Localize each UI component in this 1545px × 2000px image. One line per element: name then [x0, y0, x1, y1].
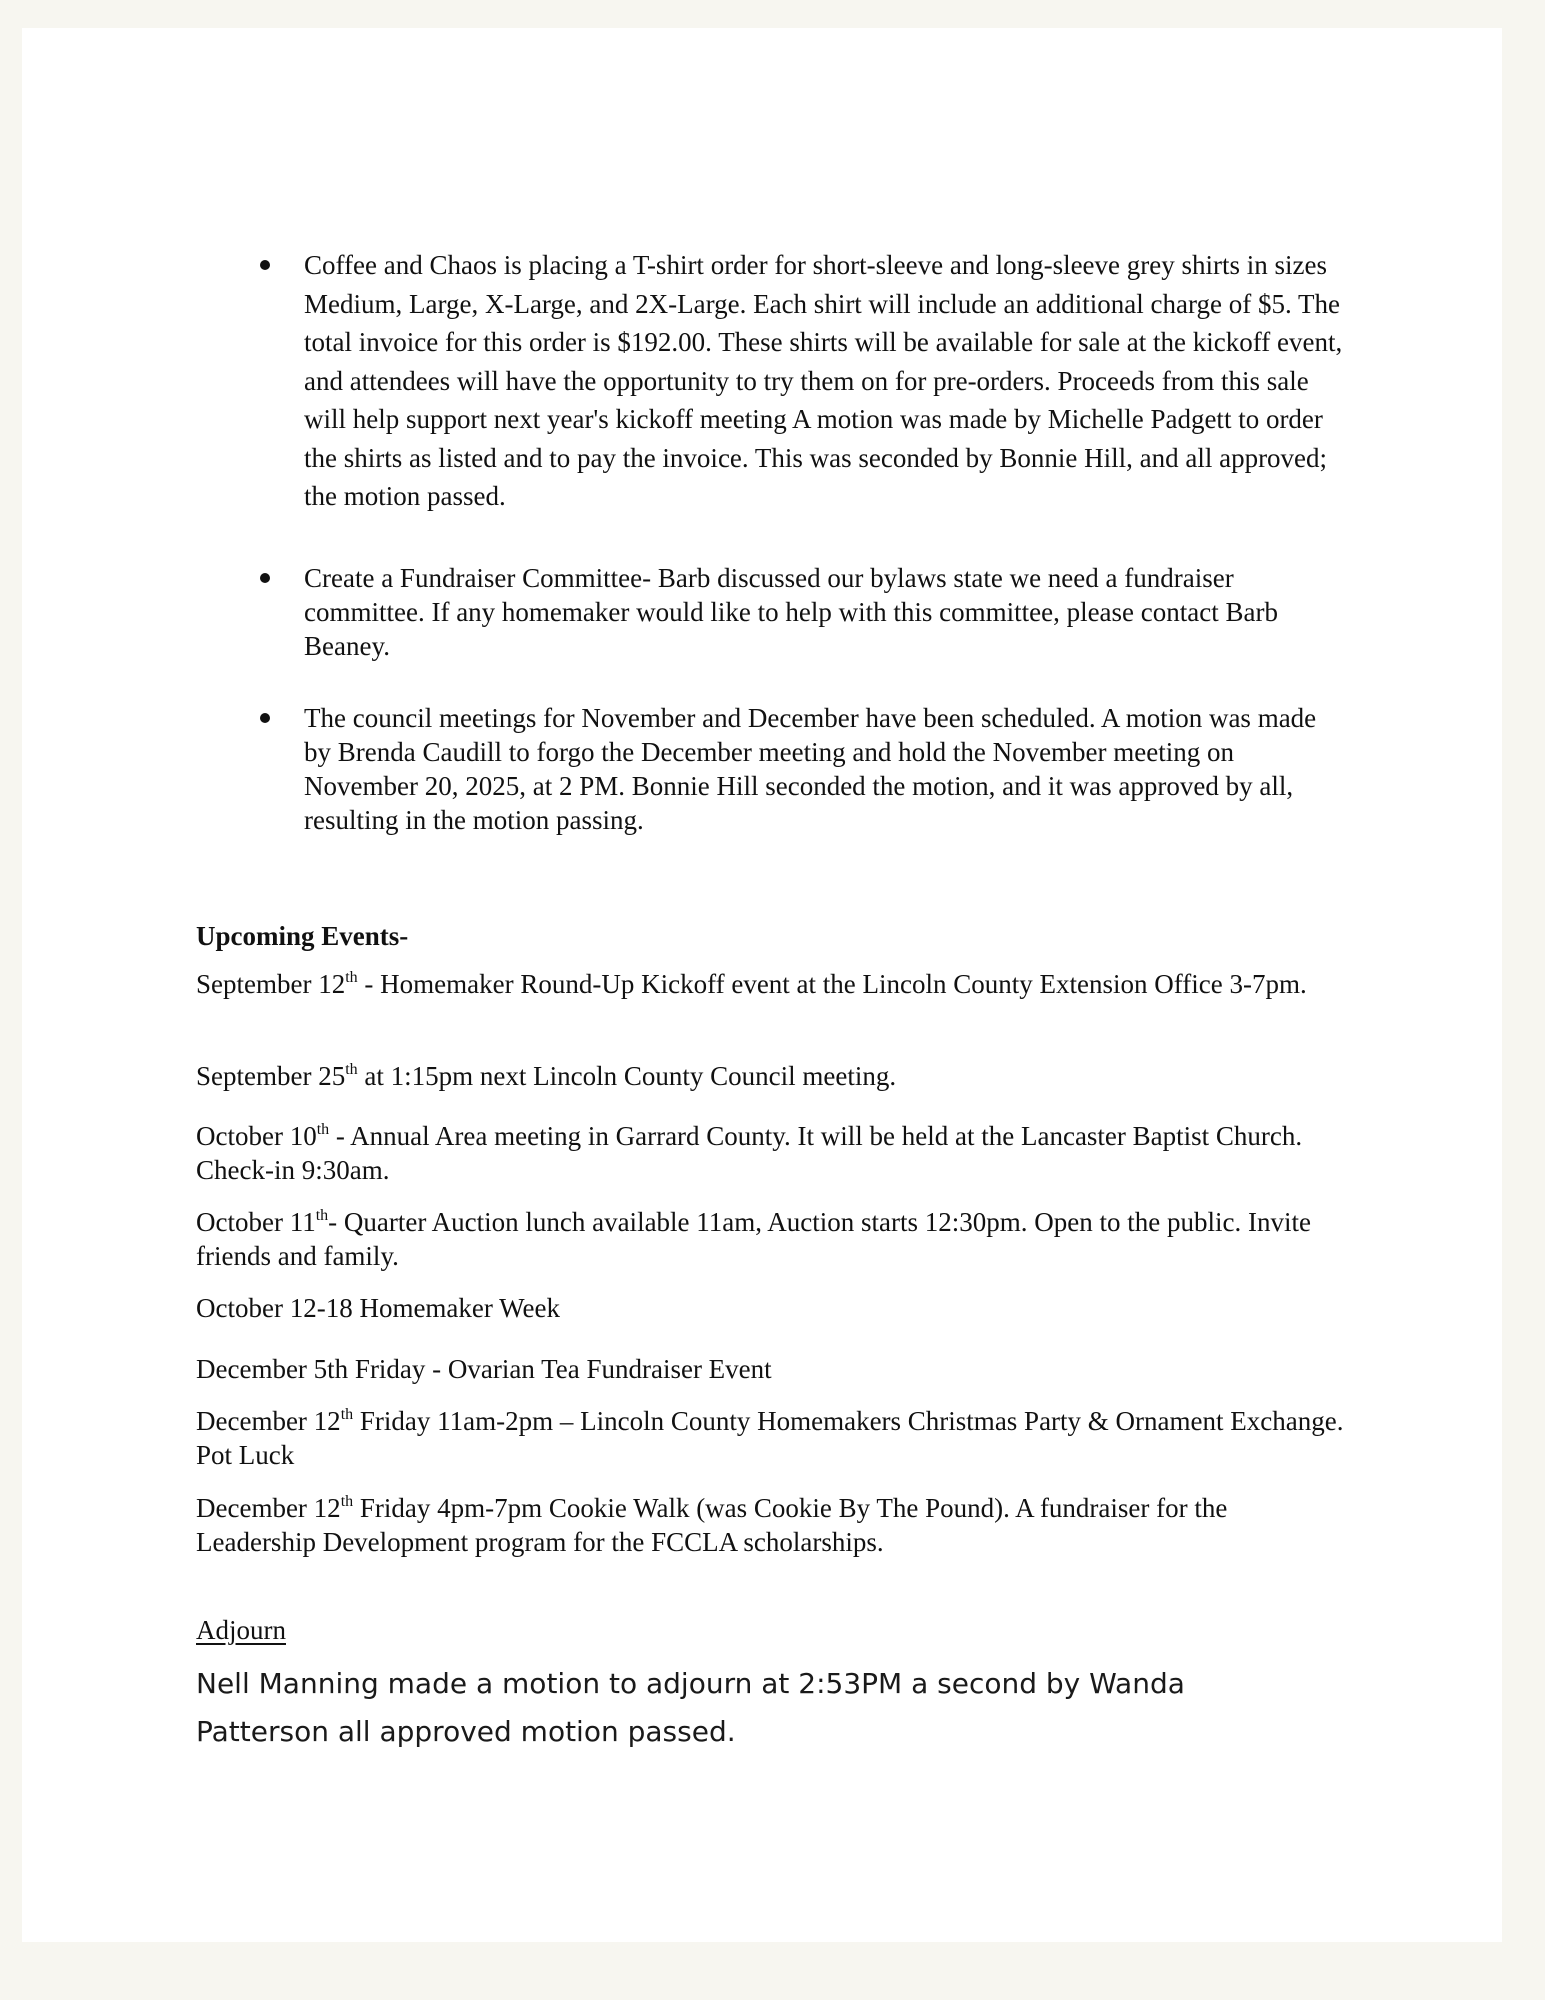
event-date-suffix: th: [315, 1207, 329, 1224]
event-date-suffix: th: [316, 1121, 330, 1138]
bullet-icon: [260, 260, 270, 270]
upcoming-events-heading: Upcoming Events-: [196, 921, 409, 951]
event-item-area-meeting: [196, 1119, 1346, 1187]
event-date-suffix: th: [340, 1406, 354, 1423]
event-item-homemaker-week: [196, 1291, 1346, 1325]
event-item-kickoff: [196, 967, 1346, 1001]
bullet-text: The council meetings for November and December have been scheduled. A motion was made by Brenda Caudill to forgo the December meeting and hold the November meeting on November 20, 2025, at 2 PM. Bonnie Hill seconded the motion, and it was approved by all, resulting in the motion passing.: [304, 703, 1317, 835]
event-description: Friday 11am-2pm – Lincoln County Homemakers Christmas Party & Ornament Exchange. Pot Luck: [196, 1406, 1344, 1470]
event-date-suffix: th: [340, 1493, 354, 1510]
bullet-icon: [260, 713, 270, 723]
event-date-suffix: th: [345, 1061, 358, 1078]
event-description: - Quarter Auction lunch available 11am, Auction starts 12:30pm. Open to the public. Invite friends and family.: [196, 1207, 1311, 1271]
adjourn-text: Nell Manning made a motion to adjourn at 2:53PM a second by Wanda Patterson all approved motion passed.: [196, 1667, 1185, 1748]
bullet-text: Coffee and Chaos is placing a T-shirt order for short-sleeve and long-sleeve grey shirts in sizes Medium, Large, X-Large, and 2X-Large. Each shirt will include an additional charge of $5. The total invoice for this order is $192.00. These shirts will be available for sale at the kickoff event, and attendees will have the opportunity to try them on for pre-orders. Proceeds from this sale will help support next year's kickoff meeting A motion was made by Michelle Padgett to order the shirts as listed and to pay the invoice. This was seconded by Bonnie Hill, and all approved; the motion passed.: [304, 250, 1343, 511]
adjourn-heading: Adjourn: [196, 1615, 286, 1645]
event-date: December 12: [196, 1406, 341, 1436]
bullet-text: Create a Fundraiser Committee- Barb discussed our bylaws state we need a fundraiser committee. If any homemaker would like to help with this committee, please contact Barb Beaney.: [304, 563, 1278, 661]
event-date: October 10: [196, 1121, 317, 1151]
bullet-icon: [260, 573, 270, 583]
event-description: - Annual Area meeting in Garrard County. It will be held at the Lancaster Baptist Church. Check-in 9:30am.: [196, 1121, 1303, 1185]
document-page: [22, 28, 1502, 1942]
event-date: September 25: [196, 1061, 346, 1091]
event-item-cookie-walk: [196, 1491, 1346, 1559]
event-item-quarter-auction: [196, 1205, 1346, 1273]
event-item-council-meeting: [196, 1059, 1346, 1093]
event-date: December 12: [196, 1493, 341, 1523]
event-text: October 12-18 Homemaker Week: [196, 1293, 560, 1323]
event-text: December 5th Friday - Ovarian Tea Fundraiser Event: [196, 1354, 772, 1384]
event-description: Friday 4pm-7pm Cookie Walk (was Cookie By The Pound). A fundraiser for the Leadership Development program for the FCCLA scholarships.: [196, 1493, 1228, 1557]
event-item-ovarian-tea: [196, 1352, 1346, 1386]
event-date-suffix: th: [345, 969, 358, 986]
event-date: September 12: [196, 969, 346, 999]
event-item-christmas-party: [196, 1404, 1346, 1472]
event-description: at 1:15pm next Lincoln County Council meeting.: [357, 1061, 897, 1091]
event-description: - Homemaker Round-Up Kickoff event at the Lincoln County Extension Office 3-7pm.: [357, 969, 1307, 999]
event-date: October 11: [196, 1207, 316, 1237]
